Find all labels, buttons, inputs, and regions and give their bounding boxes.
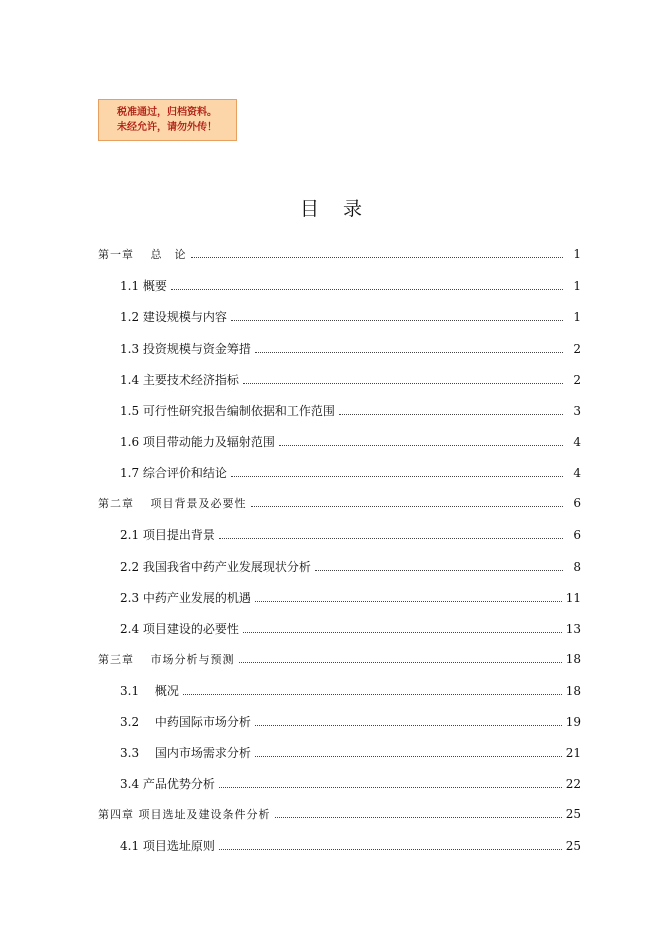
toc-entry[interactable] [120, 837, 581, 854]
toc-entry-page: 18 [565, 652, 581, 666]
toc-entry-page: 1 [573, 279, 581, 293]
toc-entry-label: 1.4 主要技术经济指标 [120, 373, 239, 387]
toc-leader-dots [275, 816, 562, 818]
toc-entry-page: 2 [573, 342, 581, 356]
toc-entry-page: 21 [565, 746, 581, 760]
toc-entry-label: 2.3 中药产业发展的机遇 [120, 591, 251, 605]
toc-entry[interactable] [98, 806, 581, 822]
toc-entry-page: 22 [565, 777, 581, 791]
toc-leader-dots [315, 569, 563, 571]
toc-entry-label: 1.1 概要 [120, 279, 167, 293]
toc-entry-label: 3.1 概况 [120, 684, 179, 698]
toc-leader-dots [239, 661, 562, 663]
toc-entry[interactable] [120, 277, 581, 294]
toc-entry[interactable] [120, 744, 581, 761]
toc-entry-label: 1.6 项目带动能力及辐射范围 [120, 435, 275, 449]
toc-entry[interactable] [120, 371, 581, 388]
toc-entry[interactable] [120, 526, 581, 543]
toc-leader-dots [183, 693, 562, 695]
toc-entry-label: 1.3 投资规模与资金筹措 [120, 342, 251, 356]
toc-entry[interactable] [98, 495, 581, 511]
toc-entry-label: 1.7 综合评价和结论 [120, 466, 227, 480]
toc-leader-dots [231, 319, 563, 321]
toc-leader-dots [255, 600, 562, 602]
toc-entry-page: 1 [573, 310, 581, 324]
toc-entry[interactable] [120, 402, 581, 419]
toc-entry-label: 1.5 可行性研究报告编制依据和工作范围 [120, 404, 335, 418]
toc-entry[interactable] [120, 558, 581, 575]
toc-leader-dots [243, 382, 563, 384]
notice-line-2: 未经允许，请勿外传！ [117, 122, 217, 133]
toc-leader-dots [219, 786, 562, 788]
toc-leader-dots [255, 351, 563, 353]
toc-leader-dots [255, 755, 562, 757]
toc-leader-dots [255, 724, 562, 726]
toc-entry[interactable] [120, 713, 581, 730]
toc-entry-page: 4 [573, 435, 581, 449]
toc-leader-dots [339, 413, 563, 415]
toc-entry-page: 13 [565, 622, 581, 636]
toc-entry-page: 11 [565, 591, 581, 605]
toc-entry-page: 2 [573, 373, 581, 387]
toc-entry-label: 4.1 项目选址原则 [120, 839, 215, 853]
toc-entry-page: 8 [573, 560, 581, 574]
toc-entry-page: 18 [565, 684, 581, 698]
toc-entry-page: 6 [573, 528, 581, 542]
toc-entry-label: 第二章 项目背景及必要性 [98, 497, 247, 510]
toc-entry-label: 1.2 建设规模与内容 [120, 310, 227, 324]
toc-leader-dots [251, 505, 564, 507]
toc-leader-dots [219, 537, 563, 539]
toc-entry[interactable] [98, 246, 581, 262]
toc-leader-dots [191, 256, 564, 258]
toc-entry-label: 3.3 国内市场需求分析 [120, 746, 251, 760]
toc-leader-dots [243, 631, 562, 633]
toc-entry-page: 1 [573, 247, 581, 261]
toc-leader-dots [231, 475, 563, 477]
toc-leader-dots [279, 444, 563, 446]
toc-entry[interactable] [98, 651, 581, 667]
toc-entry-page: 25 [565, 807, 581, 821]
toc-entry-page: 6 [573, 496, 581, 510]
toc-entry[interactable] [120, 340, 581, 357]
notice-line-1: 税准通过，归档资料。 [117, 107, 217, 118]
toc-entry-label: 第三章 市场分析与预测 [98, 653, 235, 666]
toc-entry[interactable] [120, 464, 581, 481]
toc-title: 目录 [299, 198, 386, 220]
toc-entry-page: 4 [573, 466, 581, 480]
toc-entry[interactable] [120, 433, 581, 450]
toc-entry[interactable] [120, 308, 581, 325]
toc-entry-label: 2.2 我国我省中药产业发展现状分析 [120, 560, 311, 574]
toc-entry-label: 第一章 总 论 [98, 248, 187, 261]
toc-entry-page: 3 [573, 404, 581, 418]
toc-entry-label: 2.4 项目建设的必要性 [120, 622, 239, 636]
toc-entry-label: 第四章 项目选址及建设条件分析 [98, 808, 271, 821]
toc-leader-dots [171, 288, 563, 290]
toc-entry[interactable] [120, 682, 581, 699]
toc-entry-label: 3.4 产品优势分析 [120, 777, 215, 791]
toc-entry[interactable] [120, 775, 581, 792]
toc-entry-page: 19 [565, 715, 581, 729]
toc-entry-label: 2.1 项目提出背景 [120, 528, 215, 542]
toc-entry-page: 25 [565, 839, 581, 853]
toc-entry-label: 3.2 中药国际市场分析 [120, 715, 251, 729]
toc-entry[interactable] [120, 620, 581, 637]
toc-leader-dots [219, 848, 562, 850]
toc-entry[interactable] [120, 589, 581, 606]
